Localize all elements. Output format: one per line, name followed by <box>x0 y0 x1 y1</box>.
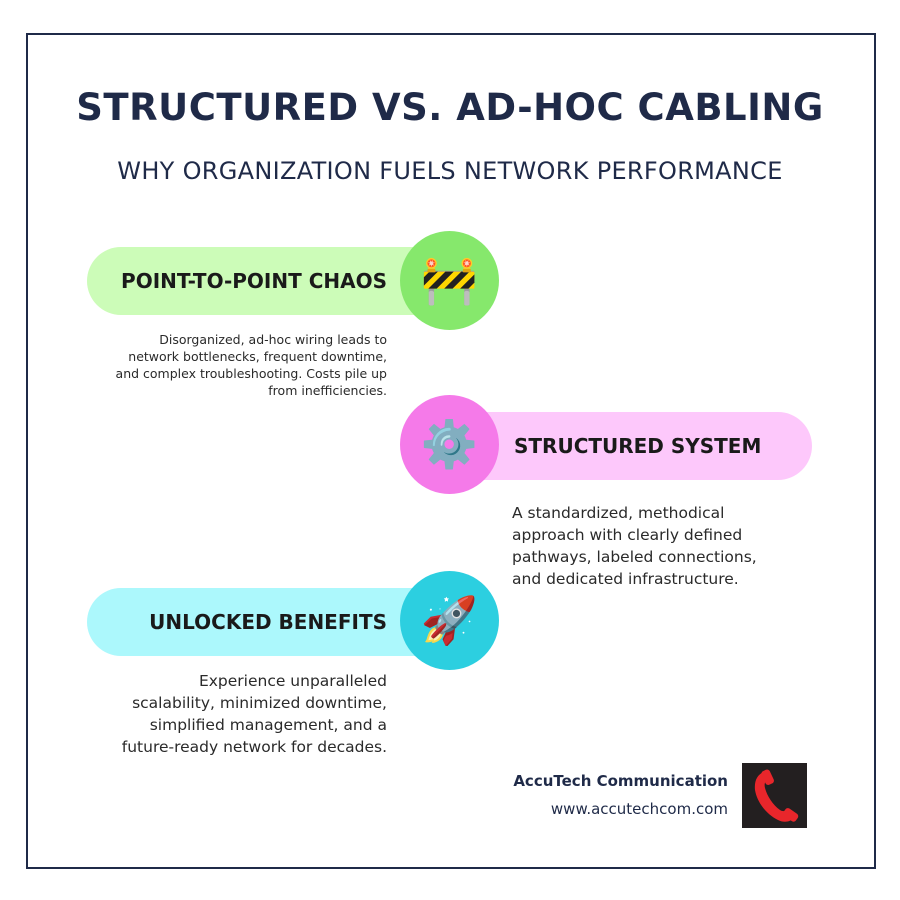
section-circle-benefits <box>400 571 499 670</box>
section-description-benefits: Experience unparalleled scalability, minimized downtime, simplified management, and a future-ready network for decades. <box>121 672 387 756</box>
section-title-chaos: POINT-TO-POINT CHAOS <box>121 269 387 293</box>
gear-icon: ⚙️ <box>420 417 479 471</box>
page-title: STRUCTURED VS. AD-HOC CABLING <box>76 86 824 129</box>
page-subtitle: WHY ORGANIZATION FUELS NETWORK PERFORMANCE <box>117 157 783 185</box>
section-pill-structured <box>450 412 812 480</box>
section-title-structured: STRUCTURED SYSTEM <box>514 434 762 458</box>
company-name: AccuTech Communication <box>513 772 728 790</box>
company-logo <box>742 763 807 828</box>
section-title-benefits: UNLOCKED BENEFITS <box>149 610 387 634</box>
section-description-chaos: Disorganized, ad-hoc wiring leads to network bottlenecks, frequent downtime, and complex troubleshooting. Costs pile up from inefficiencies. <box>115 332 387 398</box>
company-website-link[interactable]: www.accutechcom.com <box>550 800 728 818</box>
construction-barrier-icon: 🚧 <box>420 253 479 307</box>
rocket-icon: 🚀 <box>420 593 479 647</box>
phone-handset-icon <box>750 768 800 824</box>
section-circle-structured <box>400 395 499 494</box>
section-circle-chaos <box>400 231 499 330</box>
section-description-structured: A standardized, methodical approach with clearly defined pathways, labeled connections, and dedicated infrastructure. <box>512 504 757 588</box>
